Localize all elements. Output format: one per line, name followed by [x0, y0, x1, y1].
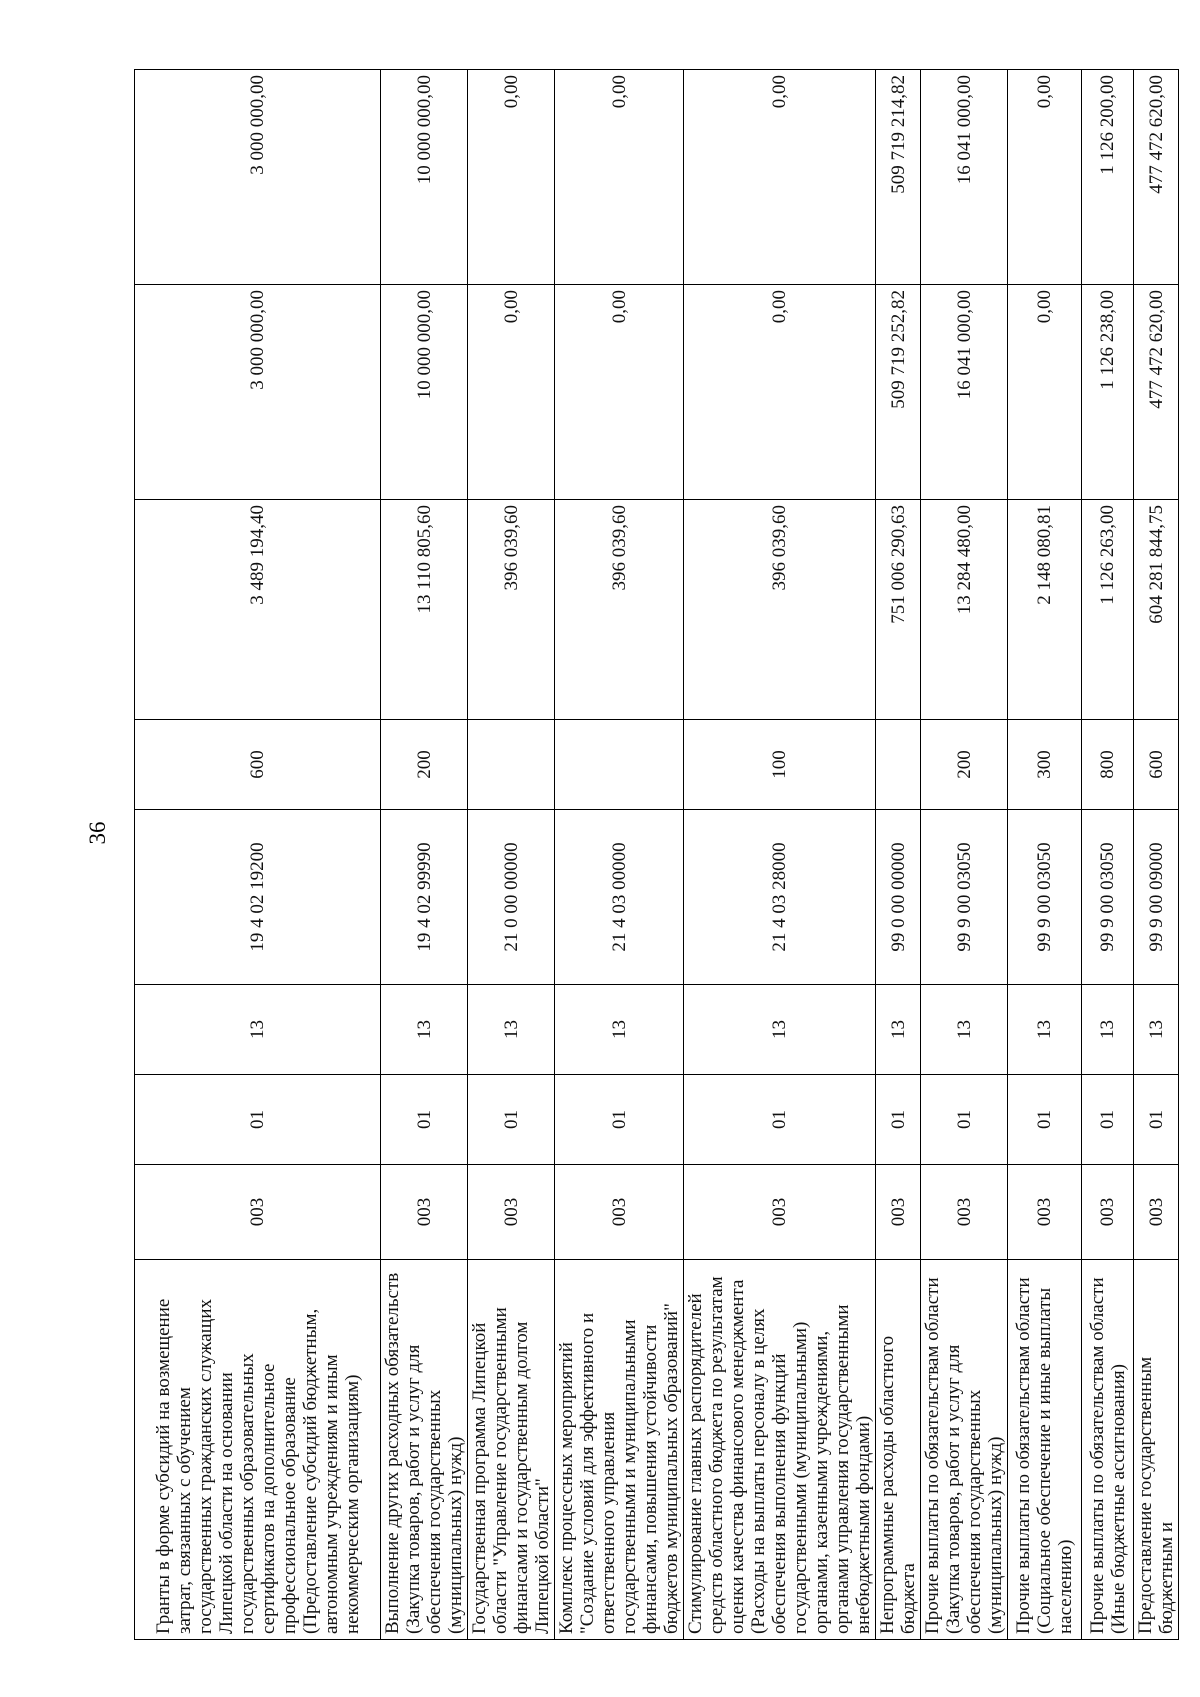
expense-type-code: 800: [1082, 720, 1134, 810]
expense-type-code: [555, 720, 684, 810]
target-article-code: 19 4 02 19200: [135, 810, 381, 985]
expense-type-code: 600: [135, 720, 381, 810]
amount-year-3: 0,00: [468, 70, 555, 285]
expense-type-code: 100: [684, 720, 876, 810]
amount-year-2: 477 472 620,00: [1134, 285, 1179, 500]
table-row: [135, 70, 381, 1640]
subsection-code: 13: [1082, 985, 1134, 1075]
amount-year-3: 10 000 000,00: [381, 70, 468, 285]
grbs-code: 003: [1082, 1165, 1134, 1260]
amount-year-3: 0,00: [1008, 70, 1082, 285]
expense-type-code: 600: [1134, 720, 1179, 810]
amount-year-1: 13 110 805,60: [381, 500, 468, 720]
grbs-code: 003: [684, 1165, 876, 1260]
subsection-code: 13: [684, 985, 876, 1075]
row-description: Стимулирование главных распорядителей средств областного бюджета по результатам оценки качества финансового менеджмента (Расходы на выплаты персоналу в целях обеспечения выполнения функций государственными (муниципальными) органами, казенными учреждениями, органами управления государственными внебюджетными фондами): [684, 1260, 876, 1640]
target-article-code: 19 4 02 99990: [381, 810, 468, 985]
subsection-code: 13: [468, 985, 555, 1075]
amount-year-3: 477 472 620,00: [1134, 70, 1179, 285]
amount-year-2: 0,00: [555, 285, 684, 500]
amount-year-3: 16 041 000,00: [921, 70, 1008, 285]
amount-year-1: 396 039,60: [555, 500, 684, 720]
amount-year-1: 604 281 844,75: [1134, 500, 1179, 720]
amount-year-2: 0,00: [468, 285, 555, 500]
amount-year-2: 0,00: [1008, 285, 1082, 500]
target-article-code: 99 9 00 09000: [1134, 810, 1179, 985]
target-article-code: 99 9 00 03050: [1008, 810, 1082, 985]
subsection-code: 13: [381, 985, 468, 1075]
amount-year-1: 1 126 263,00: [1082, 500, 1134, 720]
row-description: Выполнение других расходных обязательств (Закупка товаров, работ и услуг для обеспечения государственных (муниципальных) нужд): [381, 1260, 468, 1640]
subsection-code: 13: [1008, 985, 1082, 1075]
table-row: [684, 70, 876, 1640]
expense-type-code: 300: [1008, 720, 1082, 810]
amount-year-3: 0,00: [684, 70, 876, 285]
table-row: [1008, 70, 1082, 1640]
subsection-code: 13: [876, 985, 921, 1075]
grbs-code: 003: [921, 1165, 1008, 1260]
row-description: Прочие выплаты по обязательствам области (Закупка товаров, работ и услуг для обеспечения государственных (муниципальных) нужд): [921, 1260, 1008, 1640]
row-description: Предоставление государственным бюджетным и: [1134, 1260, 1179, 1640]
amount-year-1: 396 039,60: [684, 500, 876, 720]
expense-type-code: 200: [921, 720, 1008, 810]
amount-year-1: 751 006 290,63: [876, 500, 921, 720]
rotated-page-content: [134, 70, 1177, 1640]
target-article-code: 21 4 03 28000: [684, 810, 876, 985]
amount-year-3: 509 719 214,82: [876, 70, 921, 285]
table-body: [135, 70, 1179, 1640]
grbs-code: 003: [876, 1165, 921, 1260]
amount-year-3: 0,00: [555, 70, 684, 285]
amount-year-3: 1 126 200,00: [1082, 70, 1134, 285]
section-code: 01: [876, 1075, 921, 1165]
subsection-code: 13: [135, 985, 381, 1075]
row-description: Государственная программа Липецкой области "Управление государственными финансами и государственным долгом Липецкой области": [468, 1260, 555, 1640]
table-row: [468, 70, 555, 1640]
amount-year-3: 3 000 000,00: [135, 70, 381, 285]
row-description: Непрограммные расходы областного бюджета: [876, 1260, 921, 1640]
subsection-code: 13: [555, 985, 684, 1075]
target-article-code: 99 9 00 03050: [1082, 810, 1134, 985]
budget-table: [134, 69, 1179, 1640]
amount-year-2: 3 000 000,00: [135, 285, 381, 500]
amount-year-1: 2 148 080,81: [1008, 500, 1082, 720]
target-article-code: 21 0 00 00000: [468, 810, 555, 985]
table-row: [555, 70, 684, 1640]
target-article-code: 21 4 03 00000: [555, 810, 684, 985]
expense-type-code: [876, 720, 921, 810]
grbs-code: 003: [1008, 1165, 1082, 1260]
section-code: 01: [1134, 1075, 1179, 1165]
subsection-code: 13: [921, 985, 1008, 1075]
expense-type-code: [468, 720, 555, 810]
section-code: 01: [921, 1075, 1008, 1165]
table-row: [1134, 70, 1179, 1640]
section-code: 01: [468, 1075, 555, 1165]
amount-year-1: 3 489 194,40: [135, 500, 381, 720]
subsection-code: 13: [1134, 985, 1179, 1075]
section-code: 01: [555, 1075, 684, 1165]
amount-year-2: 10 000 000,00: [381, 285, 468, 500]
section-code: 01: [381, 1075, 468, 1165]
amount-year-1: 13 284 480,00: [921, 500, 1008, 720]
table-row: [921, 70, 1008, 1640]
amount-year-2: 509 719 252,82: [876, 285, 921, 500]
amount-year-2: 16 041 000,00: [921, 285, 1008, 500]
row-description: Комплекс процессных мероприятий "Создание условий для эффективного и ответственного управления государственными и муниципальными финансами, повышения устойчивости бюджетов муниципальных образований": [555, 1260, 684, 1640]
row-description: Прочие выплаты по обязательствам области (Иные бюджетные ассигнования): [1082, 1260, 1134, 1640]
table-row: [381, 70, 468, 1640]
target-article-code: 99 0 00 00000: [876, 810, 921, 985]
amount-year-2: 1 126 238,00: [1082, 285, 1134, 500]
grbs-code: 003: [381, 1165, 468, 1260]
grbs-code: 003: [555, 1165, 684, 1260]
section-code: 01: [135, 1075, 381, 1165]
row-description: Прочие выплаты по обязательствам области (Социальное обеспечение и иные выплаты населению): [1008, 1260, 1082, 1640]
expense-type-code: 200: [381, 720, 468, 810]
table-row: [876, 70, 921, 1640]
section-code: 01: [1008, 1075, 1082, 1165]
amount-year-1: 396 039,60: [468, 500, 555, 720]
row-description: Гранты в форме субсидий на возмещение затрат, связанных с обучением государственных гражданских служащих Липецкой области на основании государственных образовательных сертификатов на дополнительное профессиональное образование (Предоставление субсидий бюджетным, автономным учреждениям и иным некоммерческим организациям): [135, 1260, 381, 1640]
grbs-code: 003: [135, 1165, 381, 1260]
grbs-code: 003: [1134, 1165, 1179, 1260]
section-code: 01: [684, 1075, 876, 1165]
amount-year-2: 0,00: [684, 285, 876, 500]
section-code: 01: [1082, 1075, 1134, 1165]
grbs-code: 003: [468, 1165, 555, 1260]
target-article-code: 99 9 00 03050: [921, 810, 1008, 985]
table-row: [1082, 70, 1134, 1640]
page-number: 36: [85, 821, 110, 845]
